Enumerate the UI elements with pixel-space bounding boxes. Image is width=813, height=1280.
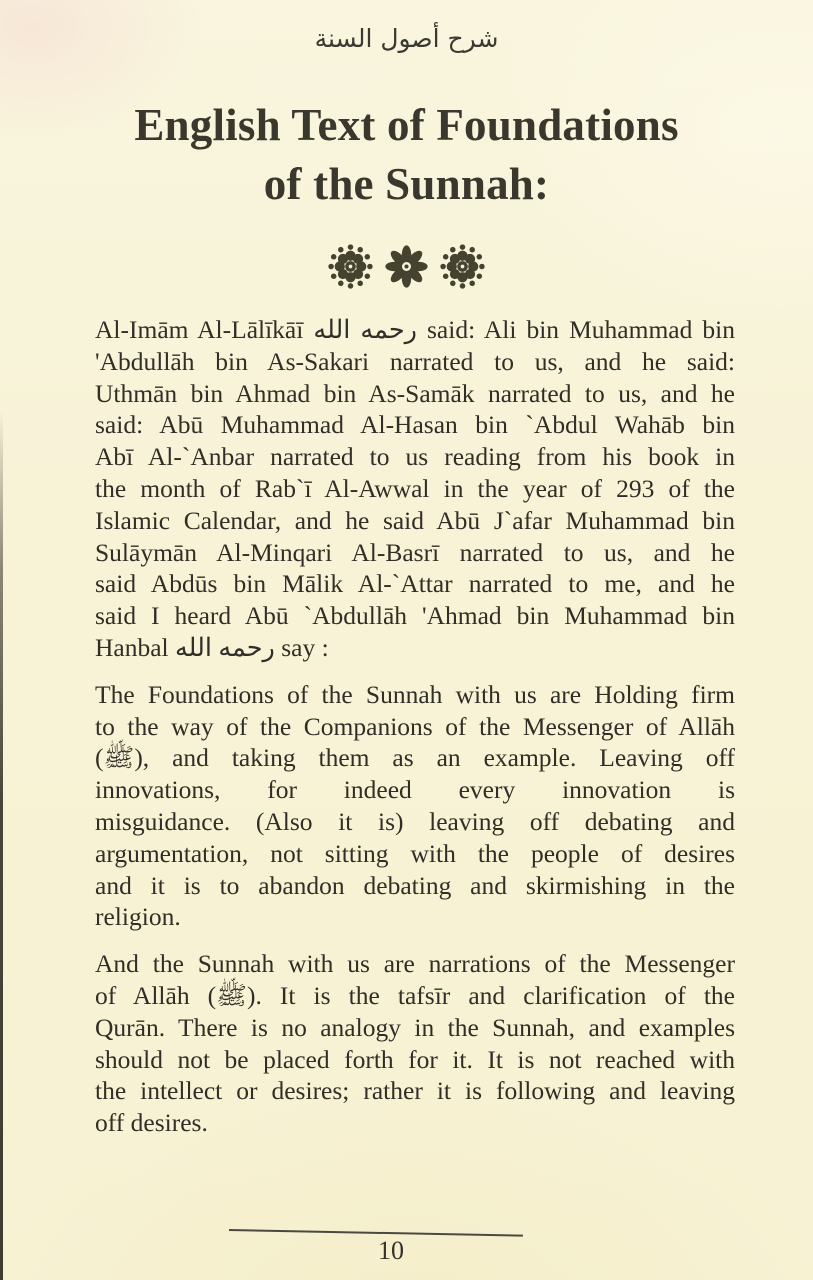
paragraph (95, 679, 735, 933)
text-line: 'Abdullāh bin As-Sakari narrated to us, and he said: (95, 346, 735, 376)
scan-edge-shadow (0, 410, 3, 1280)
paragraph (95, 314, 735, 664)
rosette-ornament-icon (439, 243, 486, 290)
text-line: the month of Rab`ī Al-Awwal in the year of 293 of the (95, 473, 735, 503)
text-line: The Foundations of the Sunnah with us are Holding firm (95, 679, 735, 709)
flower-ornament-icon (383, 243, 430, 290)
text-line: And the Sunnah with us are narrations of the Messenger (95, 949, 735, 979)
page-number: 10 (378, 1236, 404, 1265)
text-line: said Abdūs bin Mālik Al-`Attar narrated to me, and he (95, 569, 735, 599)
text-line: should not be placed forth for it. It is not reached with (95, 1044, 735, 1074)
text-line: argumentation, not sitting with the people of desires (95, 838, 735, 868)
text-line: Hanbal رحمه الله say : (95, 632, 329, 662)
text-line: innovations, for indeed every innovation is (95, 775, 735, 805)
text-line: and it is to abandon debating and skirmishing in the (95, 870, 735, 900)
body-text (95, 314, 735, 1154)
text-line: Abī Al-`Anbar narrated to us reading from his book in (95, 442, 735, 472)
text-line: said: Abū Muhammad Al-Hasan bin `Abdul Wahāb bin (95, 410, 735, 440)
text-line: to the way of the Companions of the Messenger of Allāh (95, 711, 735, 741)
paragraph (95, 948, 735, 1139)
text-line: religion. (95, 902, 181, 932)
text-line: the intellect or desires; rather it is following and leaving (95, 1076, 735, 1106)
text-line: of Allāh (ﷺ). It is the tafsīr and clarification of the (95, 980, 735, 1010)
arabic-running-header: شرح أصول السنة (314, 24, 499, 53)
text-line: Islamic Calendar, and he said Abū J`afar Muhammad bin (95, 505, 735, 535)
page-title (0, 96, 813, 215)
text-line: Al-Imām Al-Lālīkāī رحمه الله said: Ali bin Muhammad bin (95, 315, 735, 344)
page-title-line1: English Text of Foundations (134, 100, 679, 150)
text-line: Uthmān bin Ahmad bin As-Samāk narrated to us, and he (95, 378, 735, 408)
text-line: off desires. (95, 1108, 208, 1138)
text-line: misguidance. (Also it is) leaving off debating and (95, 806, 735, 836)
text-line: Sulāymān Al-Minqari Al-Basrī narrated to us, and he (95, 537, 735, 567)
text-line: said I heard Abū `Abdullāh 'Ahmad bin Muhammad bin (95, 601, 735, 631)
rosette-ornament-icon (327, 243, 374, 290)
page-title-line2: of the Sunnah: (263, 159, 550, 210)
text-line: (ﷺ), and taking them as an example. Leaving off (95, 743, 735, 773)
text-line: Qurān. There is no analogy in the Sunnah, and examples (95, 1012, 735, 1042)
ornament-row (0, 243, 813, 290)
